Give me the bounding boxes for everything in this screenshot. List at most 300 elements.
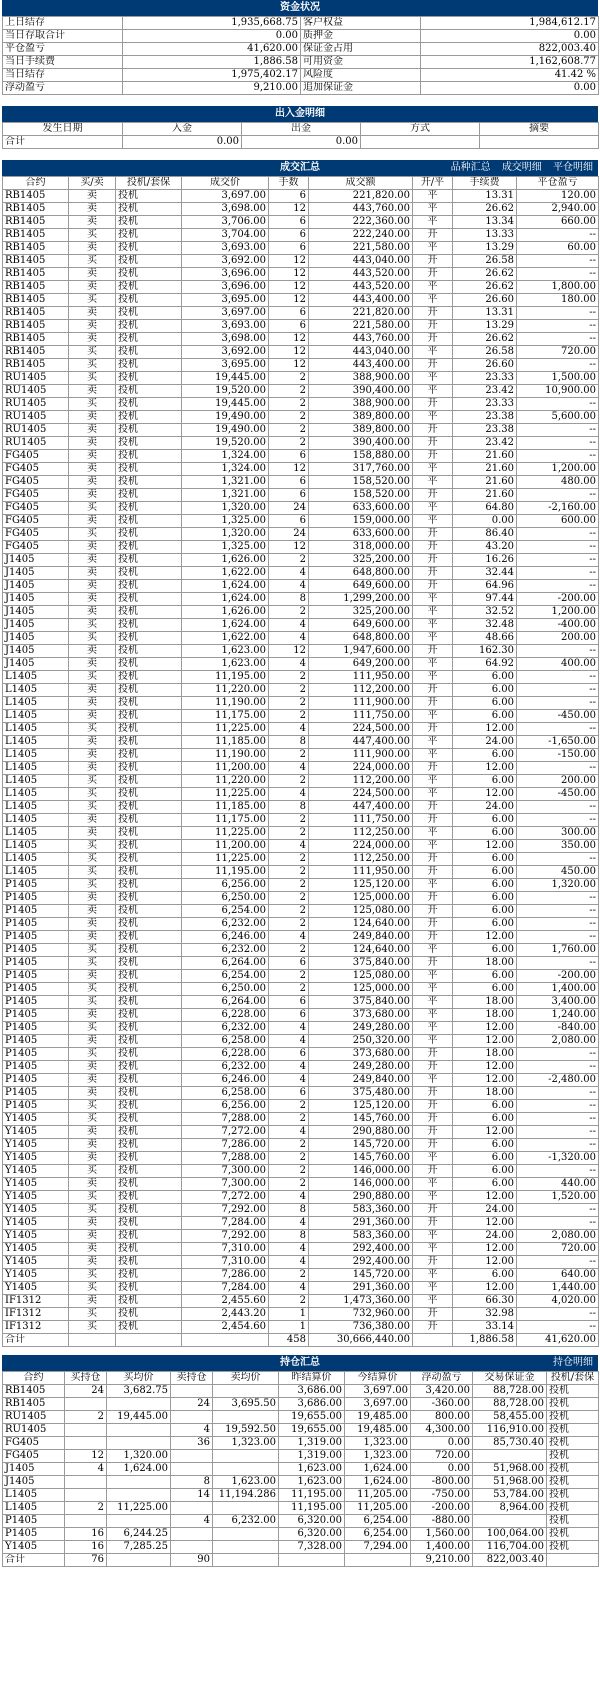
float-pnl-cell: -200.00 xyxy=(411,1502,473,1515)
table-row xyxy=(3,684,599,697)
side-cell: 卖 xyxy=(69,1126,116,1139)
amount-cell: 443,520.00 xyxy=(309,281,413,294)
amount-cell: 249,840.00 xyxy=(309,1074,413,1087)
float-pnl-cell: -880.00 xyxy=(411,1515,473,1528)
pnl-cell: -- xyxy=(517,697,599,710)
pnl-cell: -2,480.00 xyxy=(517,1074,599,1087)
hedge-cell: 投机 xyxy=(547,1489,599,1502)
contract-cell: RB1405 xyxy=(3,359,69,372)
openclose-cell: 平 xyxy=(413,593,453,606)
contract-cell: P1405 xyxy=(3,1022,69,1035)
openclose-cell: 开 xyxy=(413,814,453,827)
openclose-cell: 开 xyxy=(413,541,453,554)
fee-cell: 23.38 xyxy=(453,411,517,424)
amount-cell: 583,360.00 xyxy=(309,1204,413,1217)
contract-cell: L1405 xyxy=(3,671,69,684)
hedge-cell: 投机 xyxy=(116,892,182,905)
openclose-cell: 平 xyxy=(413,1035,453,1048)
amount-cell: 325,200.00 xyxy=(309,554,413,567)
total-cell: 30,666,440.00 xyxy=(309,1334,413,1347)
amount-cell: 112,250.00 xyxy=(309,827,413,840)
amount-cell: 125,000.00 xyxy=(309,892,413,905)
openclose-cell: 平 xyxy=(413,502,453,515)
hedge-cell: 投机 xyxy=(116,515,182,528)
table-row xyxy=(3,1476,599,1489)
table-row xyxy=(3,827,599,840)
price-cell: 11,195.00 xyxy=(182,671,269,684)
prev-settle-cell: 19,655.00 xyxy=(279,1411,345,1424)
table-row xyxy=(3,957,599,970)
pnl-cell: -- xyxy=(517,645,599,658)
positions-title: 持仓汇总 持仓明细 xyxy=(2,1355,598,1371)
side-cell: 卖 xyxy=(69,1217,116,1230)
amount-cell: 633,600.00 xyxy=(309,502,413,515)
float-pnl-cell: 720.00 xyxy=(411,1450,473,1463)
side-cell: 买 xyxy=(69,1269,116,1282)
settle-cell: 11,205.00 xyxy=(345,1502,411,1515)
hedge-cell: 投机 xyxy=(116,203,182,216)
sell-avg-cell xyxy=(213,1502,279,1515)
funds-value: 9,210.00 xyxy=(123,82,301,95)
funds-value: 0.00 xyxy=(421,82,599,95)
total-cell: 1,886.58 xyxy=(453,1334,517,1347)
link-trade-detail[interactable]: 成交明细 xyxy=(501,162,542,173)
price-cell: 3,695.00 xyxy=(182,359,269,372)
contract-cell: FG405 xyxy=(3,476,69,489)
fee-cell: 24.00 xyxy=(453,1230,517,1243)
contract-cell: P1405 xyxy=(3,879,69,892)
price-cell: 2,443.20 xyxy=(182,1308,269,1321)
price-cell: 3,704.00 xyxy=(182,229,269,242)
fee-cell: 12.00 xyxy=(453,788,517,801)
lots-cell: 12 xyxy=(269,463,309,476)
price-cell: 1,624.00 xyxy=(182,580,269,593)
price-cell: 19,520.00 xyxy=(182,437,269,450)
openclose-cell: 平 xyxy=(413,463,453,476)
contract-cell: Y1405 xyxy=(3,1191,69,1204)
table-row xyxy=(3,1437,599,1450)
fee-cell: 12.00 xyxy=(453,931,517,944)
pnl-cell: -- xyxy=(517,1113,599,1126)
amount-cell: 443,760.00 xyxy=(309,203,413,216)
side-cell: 买 xyxy=(69,359,116,372)
hedge-cell: 投机 xyxy=(116,697,182,710)
settle-cell: 3,697.00 xyxy=(345,1398,411,1411)
price-cell: 6,232.00 xyxy=(182,918,269,931)
funds-label: 浮动盈亏 xyxy=(3,82,123,95)
price-cell: 1,626.00 xyxy=(182,606,269,619)
lots-cell: 4 xyxy=(269,931,309,944)
openclose-cell: 平 xyxy=(413,619,453,632)
table-row xyxy=(3,1035,599,1048)
hedge-cell: 投机 xyxy=(116,255,182,268)
table-row xyxy=(3,1308,599,1321)
hedge-cell: 投机 xyxy=(116,320,182,333)
price-cell: 11,190.00 xyxy=(182,697,269,710)
price-cell: 6,228.00 xyxy=(182,1009,269,1022)
table-row xyxy=(3,1217,599,1230)
lots-cell: 1 xyxy=(269,1308,309,1321)
openclose-cell: 开 xyxy=(413,268,453,281)
buy-avg-cell xyxy=(107,1515,171,1528)
lots-cell: 8 xyxy=(269,736,309,749)
buy-pos-cell xyxy=(65,1489,107,1502)
openclose-cell: 平 xyxy=(413,1269,453,1282)
prev-settle-cell: 7,328.00 xyxy=(279,1541,345,1554)
sell-avg-cell: 1,323.00 xyxy=(213,1437,279,1450)
table-row xyxy=(3,1152,599,1165)
table-row xyxy=(3,723,599,736)
contract-cell: P1405 xyxy=(3,1009,69,1022)
openclose-cell: 开 xyxy=(413,957,453,970)
funds-value: 1,886.58 xyxy=(123,56,301,69)
table-row xyxy=(3,1191,599,1204)
contract-cell: P1405 xyxy=(3,918,69,931)
funds-value: 1,162,608.77 xyxy=(421,56,599,69)
contract-cell: RB1405 xyxy=(3,333,69,346)
pnl-cell: -- xyxy=(517,1217,599,1230)
pnl-cell: -- xyxy=(517,918,599,931)
price-cell: 19,445.00 xyxy=(182,372,269,385)
side-cell: 卖 xyxy=(69,697,116,710)
pnl-cell: -2,160.00 xyxy=(517,502,599,515)
table-row xyxy=(3,1321,599,1334)
fee-cell: 12.00 xyxy=(453,1035,517,1048)
table-row xyxy=(3,567,599,580)
contract-cell: Y1405 xyxy=(3,1178,69,1191)
column-header: 投机/套保 xyxy=(116,177,182,190)
table-row xyxy=(3,1502,599,1515)
openclose-cell: 开 xyxy=(413,1087,453,1100)
table-row xyxy=(3,1074,599,1087)
openclose-cell: 开 xyxy=(413,489,453,502)
amount-cell: 158,520.00 xyxy=(309,476,413,489)
hedge-cell: 投机 xyxy=(116,541,182,554)
hedge-cell: 投机 xyxy=(116,840,182,853)
contract-cell: RB1405 xyxy=(3,281,69,294)
funds-label: 风险度 xyxy=(301,69,421,82)
hedge-cell: 投机 xyxy=(116,1243,182,1256)
contract-cell: RB1405 xyxy=(3,268,69,281)
side-cell: 卖 xyxy=(69,658,116,671)
lots-cell: 4 xyxy=(269,1074,309,1087)
table-row xyxy=(3,1398,599,1411)
lots-cell: 2 xyxy=(269,606,309,619)
sell-pos-cell: 24 xyxy=(171,1398,213,1411)
openclose-cell: 开 xyxy=(413,892,453,905)
table-row xyxy=(3,450,599,463)
lots-cell: 2 xyxy=(269,1178,309,1191)
link-close-detail[interactable]: 平仓明细 xyxy=(553,162,593,173)
column-header: 合约 xyxy=(3,1372,65,1385)
table-row xyxy=(3,333,599,346)
price-cell: 6,264.00 xyxy=(182,996,269,1009)
side-cell: 买 xyxy=(69,957,116,970)
fee-cell: 43.20 xyxy=(453,541,517,554)
hedge-cell: 投机 xyxy=(547,1476,599,1489)
total-cell xyxy=(182,1334,269,1347)
price-cell: 7,292.00 xyxy=(182,1204,269,1217)
table-row xyxy=(3,1528,599,1541)
price-cell: 2,455.60 xyxy=(182,1295,269,1308)
pnl-cell: 1,520.00 xyxy=(517,1191,599,1204)
contract-cell: RB1405 xyxy=(3,1398,65,1411)
fee-cell: 12.00 xyxy=(453,1256,517,1269)
hedge-cell: 投机 xyxy=(116,671,182,684)
hedge-cell: 投机 xyxy=(116,1217,182,1230)
side-cell: 买 xyxy=(69,853,116,866)
fee-cell: 24.00 xyxy=(453,736,517,749)
contract-cell: J1405 xyxy=(3,1463,65,1476)
fee-cell: 32.48 xyxy=(453,619,517,632)
side-cell: 买 xyxy=(69,788,116,801)
table-row xyxy=(3,1022,599,1035)
side-cell: 卖 xyxy=(69,1009,116,1022)
side-cell: 卖 xyxy=(69,567,116,580)
contract-cell: J1405 xyxy=(3,632,69,645)
funds-label: 保证金占用 xyxy=(301,43,421,56)
contract-cell: FG405 xyxy=(3,1450,65,1463)
table-row xyxy=(3,489,599,502)
openclose-cell: 平 xyxy=(413,671,453,684)
fee-cell: 97.44 xyxy=(453,593,517,606)
table-row xyxy=(3,762,599,775)
fee-cell: 13.29 xyxy=(453,242,517,255)
hedge-cell: 投机 xyxy=(116,1165,182,1178)
contract-cell: FG405 xyxy=(3,450,69,463)
pnl-cell: -- xyxy=(517,957,599,970)
hedge-cell: 投机 xyxy=(116,229,182,242)
openclose-cell: 开 xyxy=(413,1061,453,1074)
table-row xyxy=(3,918,599,931)
openclose-cell: 平 xyxy=(413,1074,453,1087)
amount-cell: 125,080.00 xyxy=(309,970,413,983)
contract-cell: Y1405 xyxy=(3,1230,69,1243)
sell-pos-cell: 14 xyxy=(171,1489,213,1502)
cash-total-row xyxy=(3,136,599,149)
hedge-cell: 投机 xyxy=(547,1424,599,1437)
openclose-cell: 平 xyxy=(413,840,453,853)
amount-cell: 112,250.00 xyxy=(309,853,413,866)
total-cell xyxy=(361,136,480,149)
fee-cell: 21.60 xyxy=(453,476,517,489)
pnl-cell: 1,240.00 xyxy=(517,1009,599,1022)
price-cell: 1,623.00 xyxy=(182,658,269,671)
buy-avg-cell: 19,445.00 xyxy=(107,1411,171,1424)
openclose-cell: 开 xyxy=(413,697,453,710)
openclose-cell: 平 xyxy=(413,879,453,892)
fee-cell: 6.00 xyxy=(453,1178,517,1191)
lots-cell: 2 xyxy=(269,684,309,697)
pnl-cell: 5,600.00 xyxy=(517,411,599,424)
column-header: 浮动盈亏 xyxy=(411,1372,473,1385)
pnl-cell: -- xyxy=(517,307,599,320)
amount-cell: 443,040.00 xyxy=(309,255,413,268)
lots-cell: 4 xyxy=(269,1126,309,1139)
openclose-cell: 平 xyxy=(413,1295,453,1308)
contract-cell: L1405 xyxy=(3,1502,65,1515)
amount-cell: 648,800.00 xyxy=(309,567,413,580)
side-cell: 买 xyxy=(69,879,116,892)
amount-cell: 388,900.00 xyxy=(309,372,413,385)
column-header: 出金 xyxy=(242,123,361,136)
table-row xyxy=(3,424,599,437)
contract-cell: IF1312 xyxy=(3,1321,69,1334)
table-row xyxy=(3,1178,599,1191)
openclose-cell: 开 xyxy=(413,931,453,944)
hedge-cell: 投机 xyxy=(116,827,182,840)
lots-cell: 8 xyxy=(269,1204,309,1217)
buy-avg-cell xyxy=(107,1424,171,1437)
pnl-cell: -- xyxy=(517,1256,599,1269)
price-cell: 6,250.00 xyxy=(182,892,269,905)
margin-cell: 116,910.00 xyxy=(473,1424,547,1437)
pnl-cell: 720.00 xyxy=(517,1243,599,1256)
price-cell: 1,320.00 xyxy=(182,528,269,541)
price-cell: 3,695.00 xyxy=(182,294,269,307)
amount-cell: 249,280.00 xyxy=(309,1022,413,1035)
funds-value: 0.00 xyxy=(123,30,301,43)
amount-cell: 443,400.00 xyxy=(309,294,413,307)
table-row xyxy=(3,892,599,905)
contract-cell: P1405 xyxy=(3,931,69,944)
sell-pos-cell: 8 xyxy=(171,1476,213,1489)
buy-avg-cell: 3,682.75 xyxy=(107,1385,171,1398)
margin-cell: 100,064.00 xyxy=(473,1528,547,1541)
contract-cell: J1405 xyxy=(3,619,69,632)
pnl-cell: -450.00 xyxy=(517,710,599,723)
table-row xyxy=(3,931,599,944)
column-header: 入金 xyxy=(123,123,242,136)
fee-cell: 18.00 xyxy=(453,1009,517,1022)
pnl-cell: 1,440.00 xyxy=(517,1282,599,1295)
openclose-cell: 平 xyxy=(413,515,453,528)
total-cell: 0.00 xyxy=(123,136,242,149)
funds-label: 可用资金 xyxy=(301,56,421,69)
contract-cell: P1405 xyxy=(3,1048,69,1061)
openclose-cell: 开 xyxy=(413,762,453,775)
side-cell: 卖 xyxy=(69,216,116,229)
openclose-cell: 平 xyxy=(413,476,453,489)
fee-cell: 26.62 xyxy=(453,203,517,216)
lots-cell: 4 xyxy=(269,1243,309,1256)
fee-cell: 21.60 xyxy=(453,450,517,463)
sell-avg-cell xyxy=(213,1411,279,1424)
float-pnl-cell: 1,560.00 xyxy=(411,1528,473,1541)
amount-cell: 291,360.00 xyxy=(309,1217,413,1230)
amount-cell: 125,120.00 xyxy=(309,1100,413,1113)
contract-cell: P1405 xyxy=(3,957,69,970)
price-cell: 11,200.00 xyxy=(182,840,269,853)
pnl-cell: 200.00 xyxy=(517,632,599,645)
amount-cell: 112,200.00 xyxy=(309,775,413,788)
openclose-cell: 平 xyxy=(413,710,453,723)
total-cell: 合计 xyxy=(3,1334,69,1347)
contract-cell: RU1405 xyxy=(3,411,69,424)
contract-cell: P1405 xyxy=(3,1061,69,1074)
openclose-cell: 开 xyxy=(413,424,453,437)
buy-pos-cell: 16 xyxy=(65,1541,107,1554)
sell-avg-cell: 1,623.00 xyxy=(213,1476,279,1489)
price-cell: 3,693.00 xyxy=(182,320,269,333)
lots-cell: 6 xyxy=(269,515,309,528)
fee-cell: 23.38 xyxy=(453,424,517,437)
table-row xyxy=(3,1269,599,1282)
fee-cell: 23.33 xyxy=(453,372,517,385)
contract-cell: IF1312 xyxy=(3,1295,69,1308)
table-row xyxy=(3,801,599,814)
contract-cell: L1405 xyxy=(3,814,69,827)
openclose-cell: 开 xyxy=(413,320,453,333)
fee-cell: 12.00 xyxy=(453,1217,517,1230)
prev-settle-cell: 11,195.00 xyxy=(279,1502,345,1515)
price-cell: 19,445.00 xyxy=(182,398,269,411)
hedge-cell: 投机 xyxy=(116,1295,182,1308)
openclose-cell: 平 xyxy=(413,411,453,424)
sell-pos-cell: 4 xyxy=(171,1515,213,1528)
positions-table xyxy=(2,1371,599,1567)
fee-cell: 12.00 xyxy=(453,1243,517,1256)
lots-cell: 2 xyxy=(269,853,309,866)
lots-cell: 6 xyxy=(269,1048,309,1061)
fee-cell: 23.42 xyxy=(453,385,517,398)
hedge-cell: 投机 xyxy=(116,333,182,346)
side-cell: 卖 xyxy=(69,931,116,944)
pnl-cell: 10,900.00 xyxy=(517,385,599,398)
side-cell: 卖 xyxy=(69,918,116,931)
cash-table xyxy=(2,122,599,149)
pnl-cell: -200.00 xyxy=(517,970,599,983)
pnl-cell: -- xyxy=(517,437,599,450)
side-cell: 买 xyxy=(69,346,116,359)
lots-cell: 12 xyxy=(269,333,309,346)
contract-cell: J1405 xyxy=(3,567,69,580)
pnl-cell: -- xyxy=(517,489,599,502)
lots-cell: 12 xyxy=(269,255,309,268)
contract-cell: Y1405 xyxy=(3,1113,69,1126)
side-cell: 卖 xyxy=(69,593,116,606)
settle-cell: 1,624.00 xyxy=(345,1476,411,1489)
pnl-cell: -- xyxy=(517,814,599,827)
table-row xyxy=(3,515,599,528)
side-cell: 卖 xyxy=(69,606,116,619)
hedge-cell: 投机 xyxy=(116,294,182,307)
amount-cell: 125,000.00 xyxy=(309,983,413,996)
hedge-cell: 投机 xyxy=(116,528,182,541)
funds-value: 1,984,612.17 xyxy=(421,17,599,30)
fee-cell: 6.00 xyxy=(453,983,517,996)
lots-cell: 2 xyxy=(269,1269,309,1282)
side-cell: 卖 xyxy=(69,268,116,281)
side-cell: 买 xyxy=(69,255,116,268)
link-position-detail[interactable]: 持仓明细 xyxy=(553,1357,593,1368)
sell-pos-cell xyxy=(171,1528,213,1541)
openclose-cell: 开 xyxy=(413,567,453,580)
hedge-cell: 投机 xyxy=(116,866,182,879)
settle-cell: 19,485.00 xyxy=(345,1424,411,1437)
amount-cell: 443,760.00 xyxy=(309,333,413,346)
openclose-cell: 平 xyxy=(413,944,453,957)
amount-cell: 375,480.00 xyxy=(309,1087,413,1100)
link-product-summary[interactable]: 品种汇总 xyxy=(450,162,491,173)
price-cell: 6,258.00 xyxy=(182,1035,269,1048)
contract-cell: P1405 xyxy=(3,1074,69,1087)
contract-cell: Y1405 xyxy=(3,1256,69,1269)
hedge-cell: 投机 xyxy=(116,346,182,359)
lots-cell: 6 xyxy=(269,1009,309,1022)
openclose-cell: 平 xyxy=(413,190,453,203)
hedge-cell: 投机 xyxy=(116,1100,182,1113)
